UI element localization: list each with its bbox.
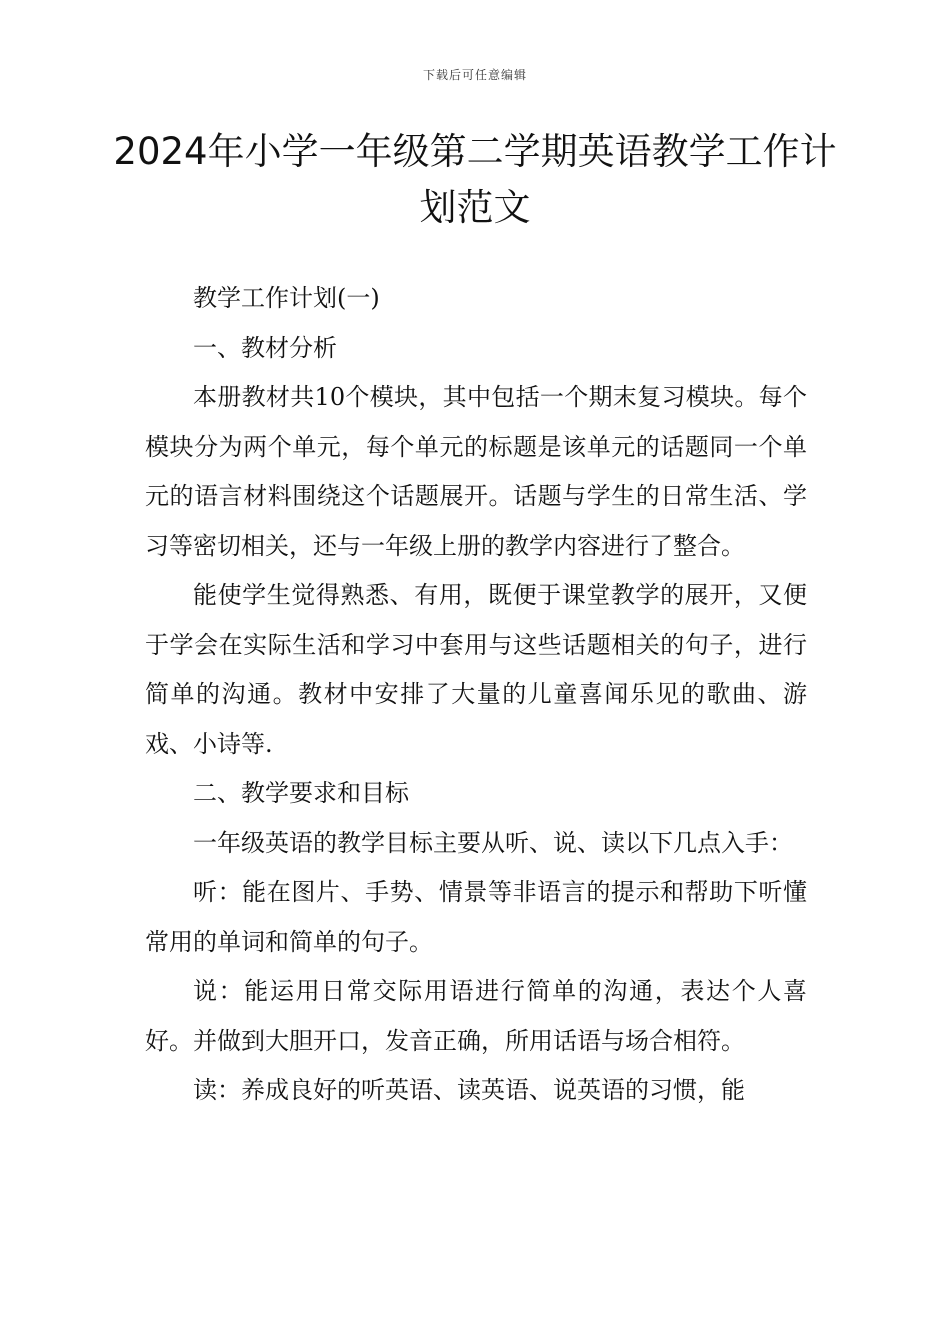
- paragraph-goals-intro: 一年级英语的教学目标主要从听、说、读以下几点入手：: [193, 828, 793, 857]
- paragraph-materials-benefits: 能使学生觉得熟悉、有用，既便于课堂教学的展开，又便于学会在实际生活和学习中套用与这些话题相关的句子，进行简单的沟通。教材中安排了大量的儿童喜闻乐见的歌曲、游戏、小诗等.: [145, 581, 807, 758]
- plan-heading: 教学工作计划(一): [193, 284, 380, 312]
- header-note: 下载后可任意编辑: [422, 68, 527, 82]
- paragraph-reading: 读：养成良好的听英语、读英语、说英语的习惯，能: [193, 1076, 745, 1104]
- section-heading-goals: 二、教学要求和目标: [193, 779, 409, 807]
- paragraph-materials-overview: 本册教材共10个模块，其中包括一个期末复习模块。每个模块分为两个单元，每个单元的标题是该单元的话题同一个单元的语言材料围绕这个话题展开。话题与学生的日常生活、学习等密切相关，还与一年级上册的教学内容进行了整合。: [145, 383, 807, 560]
- paragraph-speaking: 说：能运用日常交际用语进行简单的沟通，表达个人喜好。并做到大胆开口，发音正确，所用话语与场合相符。: [145, 977, 807, 1055]
- section-heading-materials: 一、教材分析: [193, 333, 337, 362]
- document-title: 2024年小学一年级第二学期英语教学工作计划范文: [113, 130, 837, 229]
- paragraph-listening: 听：能在图片、手势、情景等非语言的提示和帮助下听懂常用的单词和简单的句子。: [145, 878, 807, 956]
- document-body: [145, 274, 807, 1116]
